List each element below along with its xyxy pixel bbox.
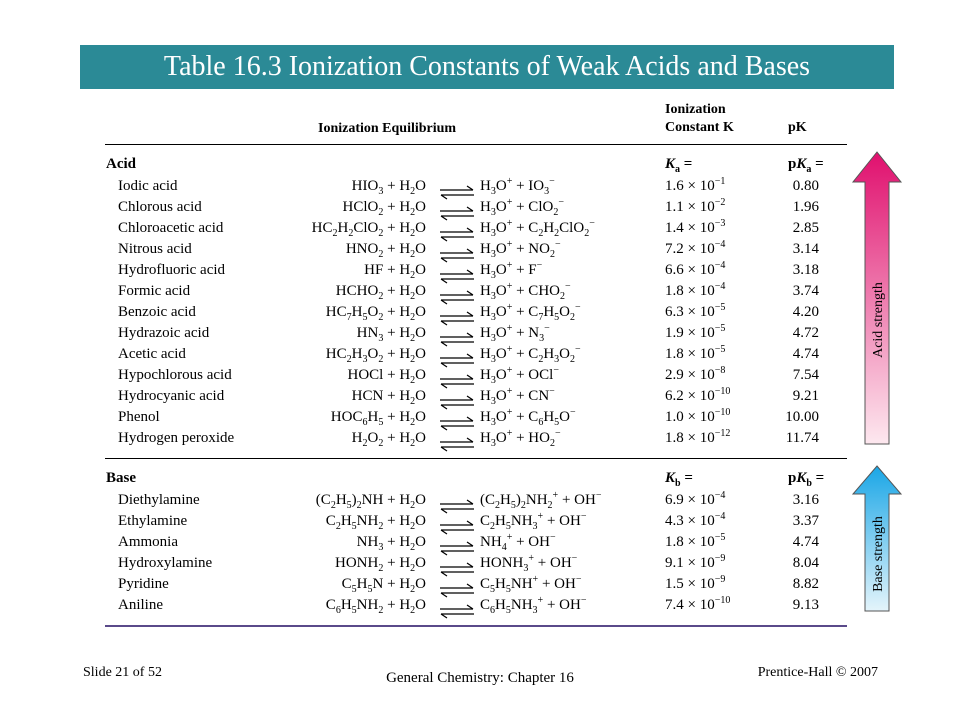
compound-name: Phenol [118,409,160,425]
table-row [0,532,960,553]
reactants: $HN_3 + H_2O$ [356,325,426,344]
pk-value: 8.04 [792,555,819,571]
pk-value: 11.74 [785,430,819,446]
compound-name: Aniline [118,597,163,613]
reactants: HClO$_2$ + $H_2O$ [342,199,426,218]
reactants: $C_6H_5NH_2 + H_2O$ [325,597,426,616]
pk-value: 0.80 [792,178,819,194]
header-rule [105,144,847,145]
table-row [0,407,960,428]
acid-strength-label: Acid strength [871,282,886,358]
products: $H_3O^+ + HO_2^-$ [480,428,561,449]
equilibrium-arrow-icon [439,209,475,218]
pk-value: 1.96 [792,199,819,215]
ionization-constant: $1.5 \times 10^{-9}$ [665,574,726,592]
table-row [0,176,960,197]
compound-name: Diethylamine [118,492,200,508]
equilibrium-arrow-icon [439,544,475,553]
equilibrium-arrow-icon [439,502,475,511]
reactants: $HOC_6H_5 + H_2O$ [330,409,426,428]
ionization-constant: $1.8 \times 10^{-5}$ [665,344,726,362]
acid-strength-arrow [851,150,903,446]
equilibrium-arrow-icon [439,230,475,239]
pk-value: 7.54 [792,367,819,383]
equilibrium-arrow-icon [439,398,475,407]
compound-name: Acetic acid [118,346,186,362]
table-row [0,323,960,344]
table-row [0,260,960,281]
products: $H_3O^+ + N_3^-$ [480,323,550,344]
reactants: $HC_2H_2ClO_2 + H_2O$ [311,220,426,239]
table-row [0,574,960,595]
acid-pk-label: $pK_a$ = [788,156,824,175]
compound-name: Iodic acid [118,178,178,194]
compound-name: Hypochlorous acid [118,367,232,383]
base-pk-label: $pK_b$ = [788,470,825,489]
compound-name: Chloroacetic acid [118,220,224,236]
pk-value: 8.82 [792,576,819,592]
ionization-constant: $1.8 \times 10^{-4}$ [665,281,726,299]
reactants: HF + $H_2O$ [364,262,426,281]
reactants: $HC_2H_3O_2 + H_2O$ [325,346,426,365]
products: $H_3O^+ + IO_3^-$ [480,176,555,197]
compound-name: Ammonia [118,534,178,550]
equilibrium-arrow-icon [439,293,475,302]
pk-value: 4.74 [792,346,819,362]
table-row [0,239,960,260]
equilibrium-arrow [439,602,475,623]
reactants: $(C_2H_5)_2NH + H_2O$ [315,492,426,511]
slide-title: Table 16.3 Ionization Constants of Weak Acids and Bases [80,45,894,89]
compound-name: Hydrazoic acid [118,325,210,341]
equilibrium-arrow-icon [439,565,475,574]
footer-publisher: Prentice-Hall © 2007 [757,665,878,680]
equilibrium-arrow-icon [439,335,475,344]
compound-name: Hydrogen peroxide [118,430,235,446]
ionization-constant: $7.4 \times 10^{-10}$ [665,595,731,613]
equilibrium-arrow-icon [439,251,475,260]
reactants: $NH_3 + H_2O$ [356,534,426,553]
pk-value: 3.37 [792,513,819,529]
table-row [0,218,960,239]
equilibrium-arrow-icon [439,607,475,616]
products: $H_3O^+ + C_2H_3O_2^-$ [480,344,581,365]
compound-name: Hydrofluoric acid [118,262,226,278]
products: $C_6H_5NH_3^+ + OH^-$ [480,595,587,616]
table-row [0,553,960,574]
pk-value: 9.13 [792,597,819,613]
products: $NH_4^+ + OH^-$ [480,532,556,553]
table-row [0,428,960,449]
table-row [0,490,960,511]
header-equilibrium: Ionization Equilibrium [318,121,457,136]
table-row [0,281,960,302]
products: $H_3O^+ + F^-$ [480,260,543,281]
table-row [0,344,960,365]
equilibrium-arrow [439,435,475,456]
pk-value: 4.20 [792,304,819,320]
ionization-constant: $7.2 \times 10^{-4}$ [665,239,726,257]
products: $HONH_3^+ + OH^-$ [480,553,578,574]
ionization-constant: $1.8 \times 10^{-5}$ [665,532,726,550]
compound-name: Ethylamine [118,513,188,529]
equilibrium-arrow-icon [439,272,475,281]
products: $H_3O^+ + C_2H_2ClO_2^-$ [480,218,595,239]
table-row [0,595,960,616]
table-row [0,386,960,407]
pk-value: 3.16 [792,492,819,508]
products: $H_3O^+ + CHO_2^-$ [480,281,571,302]
ionization-constant: $9.1 \times 10^{-9}$ [665,553,726,571]
ionization-constant: $1.9 \times 10^{-5}$ [665,323,726,341]
compound-name: Chlorous acid [118,199,202,215]
base-strength-arrow [851,464,903,614]
compound-name: Formic acid [118,283,191,299]
pk-value: 4.74 [792,534,819,550]
ionization-constant: $2.9 \times 10^{-8}$ [665,365,726,383]
ionization-constant: $1.8 \times 10^{-12}$ [665,428,731,446]
reactants: $C_2H_5NH_2 + H_2O$ [325,513,426,532]
reactants: $HIO_3 + H_2O$ [351,178,426,197]
reactants: $HC_7H_5O_2 + H_2O$ [325,304,426,323]
compound-name: Nitrous acid [118,241,192,257]
products: $(C_2H_5)_2NH_2^+ + OH^-$ [480,490,602,511]
pk-value: 3.74 [792,283,819,299]
pk-value: 10.00 [785,409,819,425]
equilibrium-arrow-icon [439,314,475,323]
products: $H_3O^+ + NO_2^-$ [480,239,561,260]
pk-value: 3.18 [792,262,819,278]
compound-name: Pyridine [118,576,169,592]
ionization-constant: $6.2 \times 10^{-10}$ [665,386,731,404]
ionization-constant: $6.3 \times 10^{-5}$ [665,302,726,320]
reactants: $HONH_2 + H_2O$ [334,555,426,574]
base-k-label: $K_b$ = [665,470,693,489]
equilibrium-arrow-icon [439,356,475,365]
products: $H_3O^+ + OCl^-$ [480,365,559,386]
acid-section-label: Acid [106,156,136,172]
equilibrium-arrow-icon [439,377,475,386]
ionization-constant: $1.1 \times 10^{-2}$ [665,197,726,215]
reactants: $H_2O_2 + H_2O$ [351,430,426,449]
header-pk: pK [788,120,807,135]
products: $H_3O^+ + C_6H_5O^-$ [480,407,576,428]
ionization-constant: $6.9 \times 10^{-4}$ [665,490,726,508]
base-strength-label: Base strength [871,516,886,592]
header-constant-line1: Ionization [665,102,726,117]
products: $C_5H_5NH^+ + OH^-$ [480,574,582,595]
equilibrium-arrow-icon [439,523,475,532]
pk-value: 2.85 [792,220,819,236]
equilibrium-arrow-icon [439,440,475,449]
equilibrium-arrow-icon [439,419,475,428]
ionization-constant: $6.6 \times 10^{-4}$ [665,260,726,278]
pk-value: 9.21 [792,388,819,404]
reactants: HCN + $H_2O$ [351,388,426,407]
compound-name: Hydrocyanic acid [118,388,225,404]
base-section-label: Base [106,470,136,486]
pk-value: 4.72 [792,325,819,341]
acid-k-label: $K_a$ = [665,156,693,175]
ionization-constant: $1.6 \times 10^{-1}$ [665,176,726,194]
ionization-constant: $1.0 \times 10^{-10}$ [665,407,731,425]
pk-value: 3.14 [792,241,819,257]
reactants: $C_5H_5N + H_2O$ [341,576,426,595]
products: $H_3O^+ + C_7H_5O_2^-$ [480,302,581,323]
reactants: $HCHO_2 + H_2O$ [335,283,426,302]
compound-name: Benzoic acid [118,304,196,320]
table-row [0,511,960,532]
footer-chapter: General Chemistry: Chapter 16 [386,670,574,686]
section-divider [105,458,847,459]
header-constant-line2: Constant K [665,120,734,135]
slide-number: Slide 21 of 52 [83,665,162,680]
reactants: $HNO_2 + H_2O$ [345,241,426,260]
table-bottom-rule [105,625,847,627]
equilibrium-arrow-icon [439,188,475,197]
products: $H_3O^+ + ClO_2^-$ [480,197,564,218]
ionization-constant: $4.3 \times 10^{-4}$ [665,511,726,529]
table-row [0,197,960,218]
reactants: HOCl + $H_2O$ [347,367,426,386]
equilibrium-arrow-icon [439,586,475,595]
products: $C_2H_5NH_3^+ + OH^-$ [480,511,587,532]
compound-name: Hydroxylamine [118,555,213,571]
table-row [0,365,960,386]
products: $H_3O^+ + CN^-$ [480,386,555,407]
table-row [0,302,960,323]
ionization-constant: $1.4 \times 10^{-3}$ [665,218,726,236]
